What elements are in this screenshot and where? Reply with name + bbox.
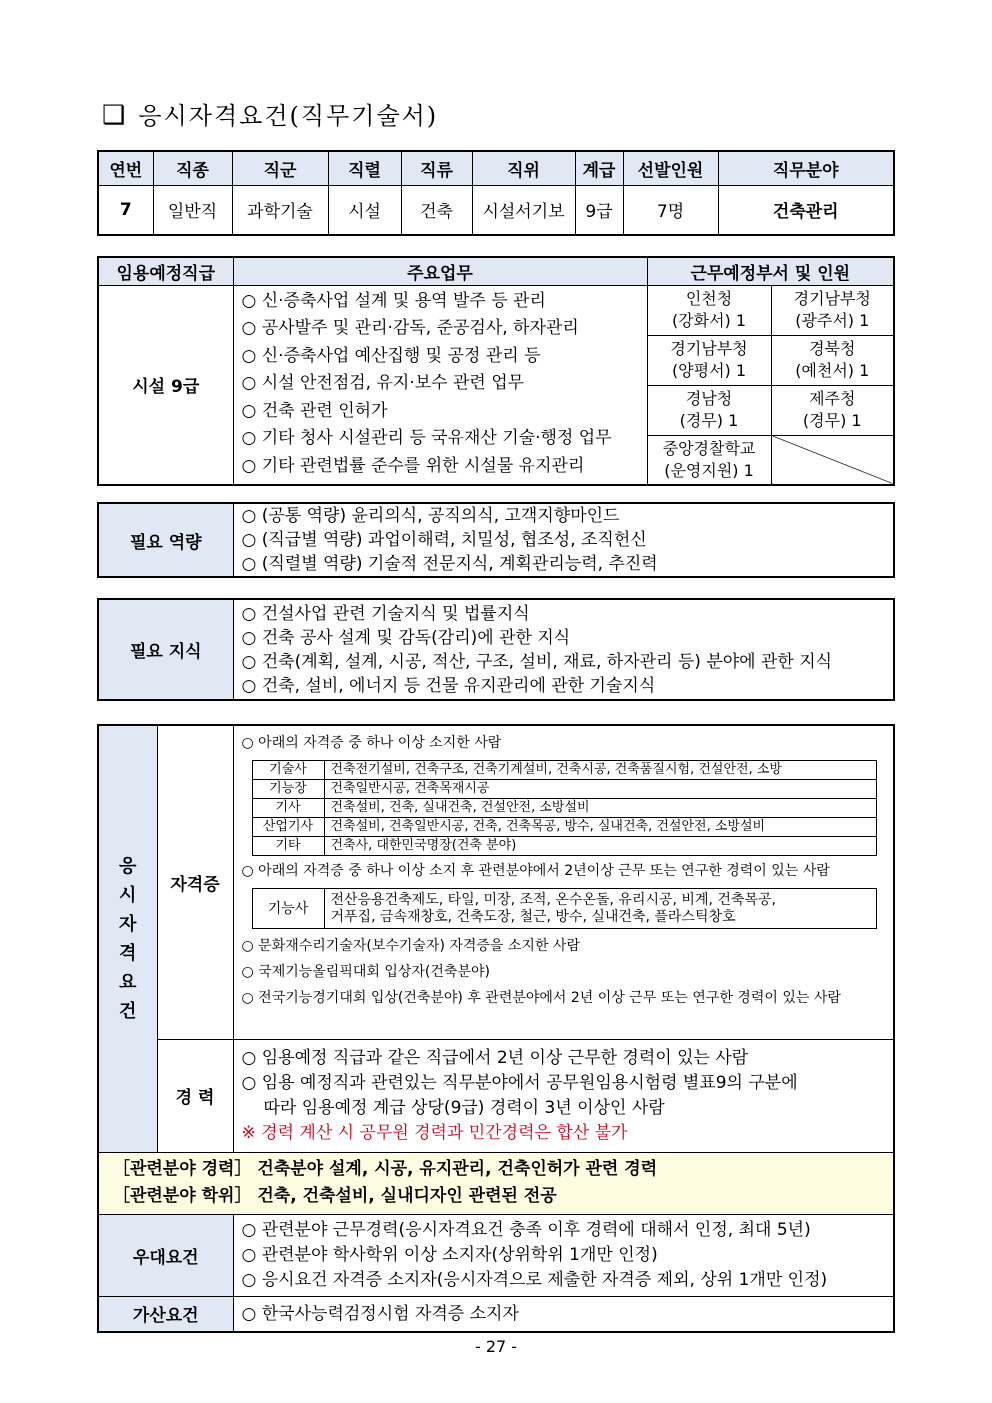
list-item: ○ (직렬별 역량) 기술적 전문지식, 계획관리능력, 추진력 bbox=[242, 552, 894, 576]
dept-count: (경무) 1 bbox=[679, 411, 739, 430]
dept-cell bbox=[647, 385, 771, 435]
qualification-label bbox=[98, 725, 157, 1152]
list-item: ○ 공사발주 및 관리·감독, 준공검사, 하자관리 bbox=[242, 315, 647, 343]
competency-table bbox=[97, 502, 895, 578]
cert-intro: ○ 아래의 자격증 중 하나 이상 소지 후 관련분야에서 2년이상 근무 또는 연구한 경력이 있는 사람 bbox=[242, 858, 894, 884]
dept-count: (강화서) 1 bbox=[671, 311, 747, 330]
header-cell: 직위 bbox=[472, 151, 575, 185]
list-item: ○ 신·증축사업 설계 및 용역 발주 등 관리 bbox=[242, 288, 647, 316]
list-item: ○ 건축 관련 인허가 bbox=[242, 398, 647, 426]
dept-count: (경무) 1 bbox=[802, 411, 862, 430]
list-item: ○ 관련분야 근무경력(응시자격요건 충족 이후 경력에 대해서 인정, 최대 5년) bbox=[242, 1218, 894, 1243]
list-item: ○ (직급별 역량) 과업이해력, 치밀성, 협조성, 조직헌신 bbox=[242, 528, 894, 552]
content-cell bbox=[233, 599, 894, 700]
list-item: ○ 건설사업 관련 기술지식 및 법률지식 bbox=[242, 602, 894, 626]
dept-name: 경기남부청 bbox=[670, 339, 748, 358]
cert-names bbox=[324, 889, 876, 929]
section-heading bbox=[102, 95, 438, 135]
list-item: ○ 신·증축사업 예산집행 및 공정 관리 등 bbox=[242, 343, 647, 371]
row-label: 필요 지식 bbox=[98, 599, 233, 700]
duty-table bbox=[97, 256, 895, 486]
header-cell: 근무예정부서 및 인원 bbox=[647, 257, 894, 285]
header-cell: 주요업무 bbox=[233, 257, 647, 285]
dept-name: 제주청 bbox=[809, 389, 856, 408]
related-career: ［관련분야 경력］ 건축분야 설계, 시공, 유지관리, 건축인허가 관련 경력 bbox=[113, 1159, 658, 1179]
cert-names: 건축설비, 건축일반시공, 건축, 건축목공, 방수, 실내건축, 건설안전, 소방설비 bbox=[324, 818, 876, 837]
label-char: 격 bbox=[119, 942, 137, 964]
bonus-cell bbox=[233, 1296, 894, 1332]
table-cell: 건축 bbox=[401, 185, 472, 235]
header-cell: 임용예정직급 bbox=[98, 257, 233, 285]
dept-name: 경기남부청 bbox=[793, 289, 871, 308]
label-char: 자 bbox=[119, 913, 137, 935]
row-label: 가산요건 bbox=[98, 1296, 233, 1332]
content-cell bbox=[233, 503, 894, 577]
label-char: 응 bbox=[119, 855, 137, 877]
list-item: ○ 응시요건 자격증 소지자(응시자격으로 제출한 자격증 제외, 상위 1개만 인정) bbox=[242, 1268, 894, 1293]
table-cell: 건축관리 bbox=[718, 185, 894, 235]
dept-count: (운영지원) 1 bbox=[664, 460, 754, 480]
cert-names: 건축설비, 건축, 실내건축, 건설안전, 소방설비 bbox=[324, 799, 876, 818]
cert-names-line: 전산응용건축제도, 타일, 미장, 조적, 온수온돌, 유리시공, 비계, 건축목공, bbox=[330, 891, 776, 908]
header-cell: 연번 bbox=[98, 151, 153, 185]
page-number: - 27 - bbox=[474, 1337, 518, 1356]
list-item: ○ (공통 역량) 윤리의식, 공직의식, 고객지향마인드 bbox=[242, 504, 894, 528]
checkbox-icon: ❑ bbox=[102, 100, 126, 131]
header-cell: 직무분야 bbox=[718, 151, 894, 185]
cert-cell bbox=[233, 725, 894, 1039]
cert-names: 건축일반시공, 건축목재시공 bbox=[324, 780, 876, 799]
cert-names: 건축사, 대한민국명장(건축 분야) bbox=[324, 837, 876, 856]
job-info-table bbox=[97, 150, 895, 236]
table-cell: 시설 bbox=[328, 185, 401, 235]
extra-item: ○ 문화재수리기술자(보수기술자) 자격증을 소지한 사람 bbox=[242, 933, 894, 959]
header-cell: 직류 bbox=[401, 151, 472, 185]
empty-cell bbox=[771, 435, 894, 485]
label-char: 시 bbox=[119, 884, 137, 906]
position-cell: 시설 9급 bbox=[98, 285, 233, 485]
dept-cell bbox=[771, 385, 894, 435]
related-degree: ［관련분야 학위］ 건축, 건축설비, 실내디자인 관련된 전공 bbox=[113, 1186, 557, 1206]
extra-item: ○ 국제기능올림픽대회 입상자(건축분야) bbox=[242, 959, 894, 985]
extra-item: ○ 전국기능경기대회 입상(건축분야) 후 관련분야에서 2년 이상 근무 또는 연구한 경력이 있는 사람 bbox=[242, 985, 894, 1011]
career-cell bbox=[233, 1039, 894, 1152]
duties-cell bbox=[233, 285, 647, 485]
table-cell: 과학기술 bbox=[232, 185, 328, 235]
dept-name: 중앙경찰학교 bbox=[662, 438, 756, 458]
cert-grade: 기술사 bbox=[252, 761, 324, 780]
list-item: ○ 기타 관련법률 준수를 위한 시설물 유지관리 bbox=[242, 453, 647, 481]
list-item-continuation: 따라 임용예정 계급 상당(9급) 경력이 3년 이상인 사람 bbox=[263, 1097, 665, 1118]
dept-cell bbox=[647, 285, 771, 335]
table-cell: 시설서기보 bbox=[472, 185, 575, 235]
dept-cell bbox=[647, 335, 771, 385]
list-item: ○ 기타 청사 시설관리 등 국유재산 기술·행정 업무 bbox=[242, 425, 647, 453]
dept-cell bbox=[771, 335, 894, 385]
dept-name: 인천청 bbox=[685, 289, 733, 308]
list-item: ○ 한국사능력검정시험 자격증 소지자 bbox=[242, 1302, 894, 1326]
list-item: ○ 관련분야 학사학위 이상 소지자(상위학위 1개만 인정) bbox=[242, 1243, 894, 1268]
craftsman-table bbox=[252, 888, 877, 929]
table-cell: 9급 bbox=[575, 185, 623, 235]
qualification-table bbox=[97, 724, 895, 1333]
list-item: ○ 건축, 설비, 에너지 등 건물 유지관리에 관한 기술지식 bbox=[242, 674, 894, 698]
dept-cell bbox=[647, 435, 771, 485]
cert-label: 자격증 bbox=[157, 725, 233, 1039]
preference-cell bbox=[233, 1214, 894, 1296]
dept-name: 경북청 bbox=[809, 339, 856, 358]
cert-names: 건축전기설비, 건축구조, 건축기계설비, 건축시공, 건축품질시험, 건설안전, 소방 bbox=[324, 761, 876, 780]
cert-list-table bbox=[252, 760, 877, 856]
list-item: ○ 건축 공사 설계 및 감독(감리)에 관한 지식 bbox=[242, 626, 894, 650]
header-cell: 계급 bbox=[575, 151, 623, 185]
dept-count: (양평서) 1 bbox=[671, 361, 747, 380]
list-item: ○ 임용예정 직급과 같은 직급에서 2년 이상 근무한 경력이 있는 사람 bbox=[242, 1046, 894, 1071]
cert-names-line: 거푸집, 금속재창호, 건축도장, 철근, 방수, 실내건축, 플라스틱창호 bbox=[330, 908, 736, 925]
header-cell: 선발인원 bbox=[623, 151, 718, 185]
cert-grade: 기타 bbox=[252, 837, 324, 856]
list-item: ○ 건축(계획, 설계, 시공, 적산, 구조, 설비, 재료, 하자관리 등) 분야에 관한 지식 bbox=[242, 650, 894, 674]
section-title: 응시자격요건(직무기술서) bbox=[138, 101, 439, 130]
cert-grade: 기사 bbox=[252, 799, 324, 818]
list-item: ○ 시설 안전점검, 유지·보수 관련 업무 bbox=[242, 370, 647, 398]
label-char: 요 bbox=[119, 971, 137, 993]
dept-count: (광주서) 1 bbox=[795, 311, 870, 330]
label-char: 건 bbox=[119, 1000, 137, 1022]
dept-cell bbox=[771, 285, 894, 335]
related-field-row bbox=[98, 1152, 894, 1214]
list-item: ○ 임용 예정직과 관련있는 직무분야에서 공무원임용시험령 별표9의 구분에 bbox=[242, 1071, 894, 1096]
table-cell: 7명 bbox=[623, 185, 718, 235]
header-cell: 직군 bbox=[232, 151, 328, 185]
row-label: 필요 역량 bbox=[98, 503, 233, 577]
knowledge-table bbox=[97, 598, 895, 701]
cert-grade: 기능사 bbox=[252, 889, 324, 929]
table-cell: 7 bbox=[98, 185, 153, 235]
dept-name: 경남청 bbox=[685, 389, 733, 408]
cert-intro: ○ 아래의 자격증 중 하나 이상 소지한 사람 bbox=[242, 730, 894, 756]
header-cell: 직렬 bbox=[328, 151, 401, 185]
table-cell: 일반직 bbox=[153, 185, 232, 235]
row-label: 우대요건 bbox=[98, 1214, 233, 1296]
career-note: ※ 경력 계산 시 공무원 경력과 민간경력은 합산 불가 bbox=[241, 1122, 628, 1143]
cert-grade: 산업기사 bbox=[252, 818, 324, 837]
dept-count: (예천서) 1 bbox=[795, 361, 870, 380]
cert-grade: 기능장 bbox=[252, 780, 324, 799]
career-label: 경 력 bbox=[157, 1039, 233, 1152]
header-cell: 직종 bbox=[153, 151, 232, 185]
